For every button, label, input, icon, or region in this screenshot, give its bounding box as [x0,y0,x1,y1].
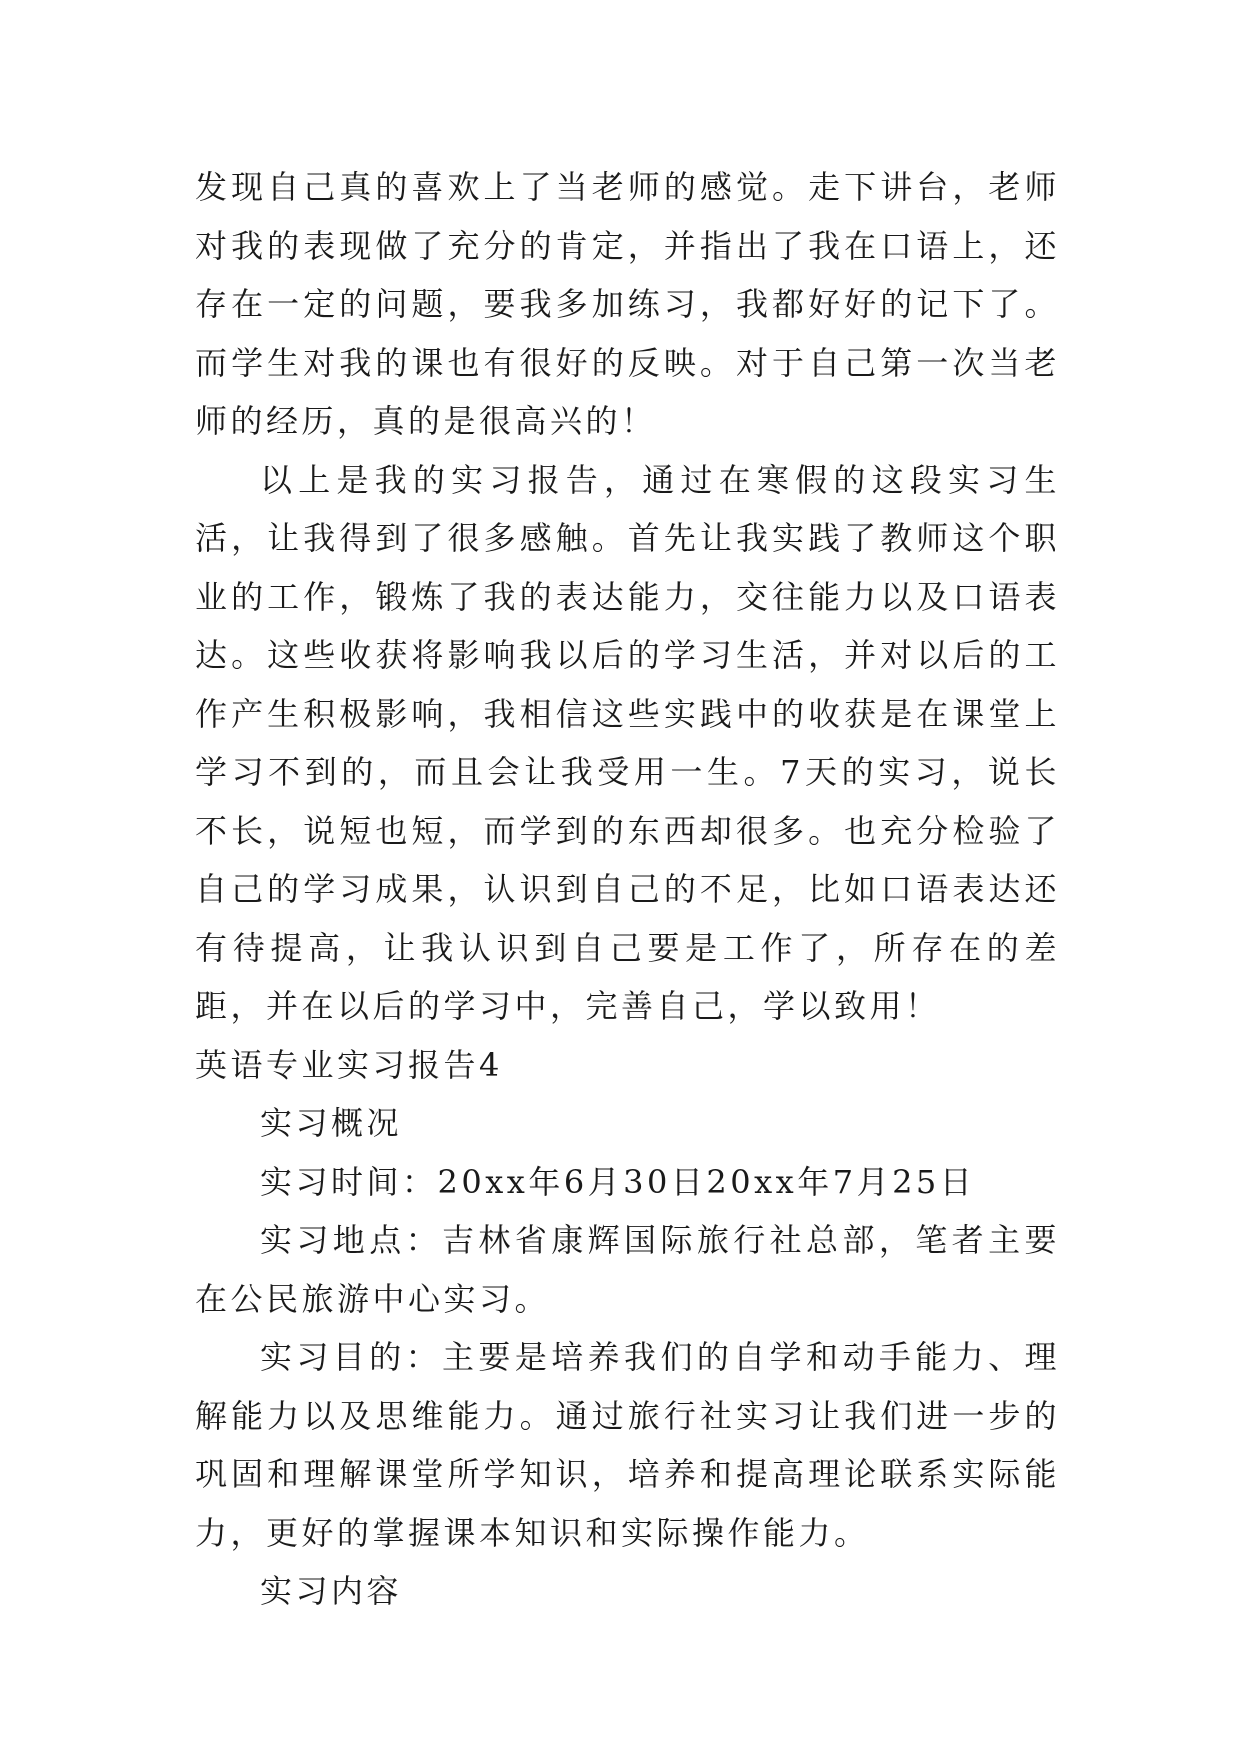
paragraph-internship-location: 实习地点：吉林省康辉国际旅行社总部，笔者主要在公民旅游中心实习。 [195,1221,1060,1318]
subheading-internship-overview: 实习概况 [260,1104,403,1142]
paragraph-report-summary: 以上是我的实习报告，通过在寒假的这段实习生活，让我得到了很多感触。首先让我实践了教师这个职业的工作，锻炼了我的表达能力，交往能力以及口语表达。这些收获将影响我以后的学习生活，并对以后的工作产生积极影响，我相信这些实践中的收获是在课堂上学习不到的，而且会让我受用一生。7天的实习，说长不长，说短也短，而学到的东西却很多。也充分检验了自己的学习成果，认识到自己的不足，比如口语表达还有待提高，让我认识到自己要是工作了，所存在的差距，并在以后的学习中，完善自己，学以致用！ [195,460,1060,1025]
section-title-report-4: 英语专业实习报告4 [195,1045,503,1084]
paragraph-internship-time: 实习时间：20xx年6月30日20xx年7月25日 [260,1162,976,1201]
paragraph-teaching-experience: 发现自己真的喜欢上了当老师的感觉。走下讲台，老师对我的表现做了充分的肯定，并指出了我在口语上，还存在一定的问题，要我多加练习，我都好好的记下了。而学生对我的课也有很好的反映。对于自己第一次当老师的经历，真的是很高兴的！ [195,168,1060,440]
document-body [195,158,1060,1621]
paragraph-internship-purpose: 实习目的：主要是培养我们的自学和动手能力、理解能力以及思维能力。通过旅行社实习让我们进一步的巩固和理解课堂所学知识，培养和提高理论联系实际能力，更好的掌握课本知识和实际操作能力。 [195,1338,1060,1552]
subheading-internship-content: 实习内容 [260,1572,403,1610]
